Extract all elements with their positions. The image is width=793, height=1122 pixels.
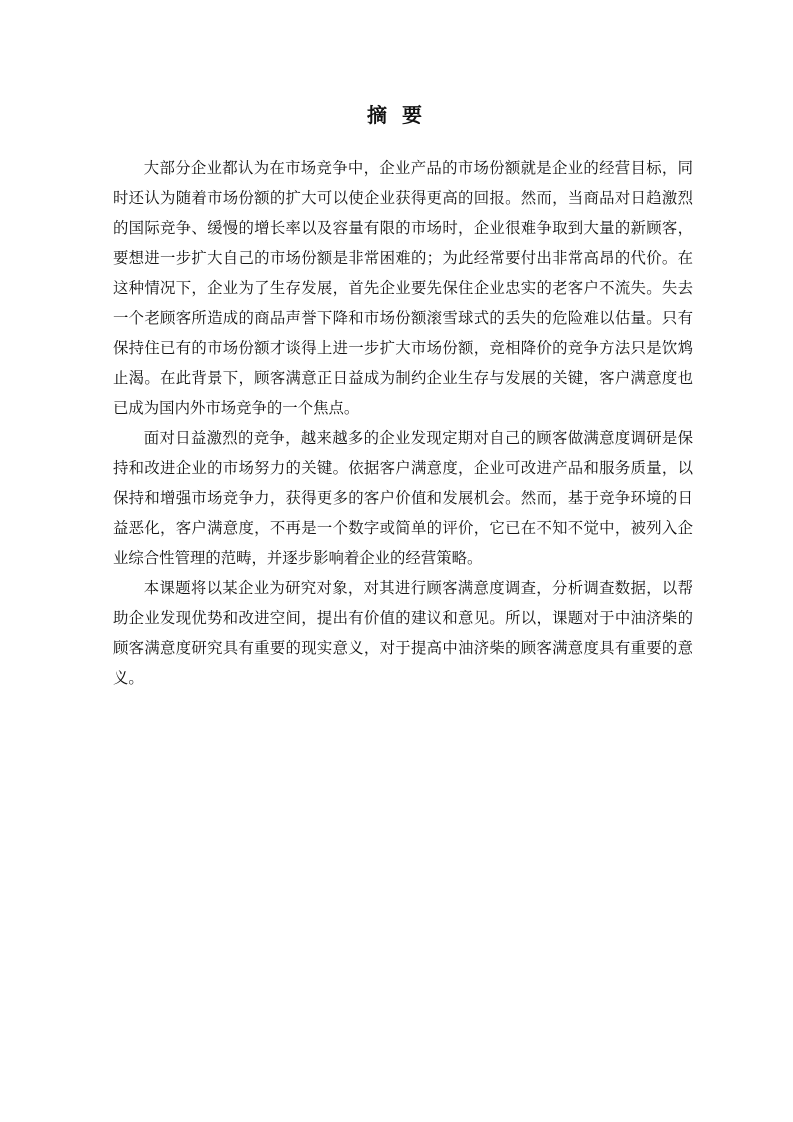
abstract-paragraph-1: 大部分企业都认为在市场竞争中，企业产品的市场份额就是企业的经营目标，同时还认为随着市场份额的扩大可以使企业获得更高的回报。然而，当商品对日趋激烈的国际竞争、缓慢的增长率以及容量有限的市场时，企业很难争取到大量的新顾客，要想进一步扩大自己的市场份额是非常困难的；为此经常要付出非常高昂的代价。在这种情况下，企业为了生存发展，首先企业要先保住企业忠实的老客户不流失。失去一个老顾客所造成的商品声誉下降和市场份额滚雪球式的丢失的危险难以估量。只有保持住已有的市场份额才谈得上进一步扩大市场份额，竞相降价的竞争方法只是饮鸩止渴。在此背景下，顾客满意正日益成为制约企业生存与发展的关键，客户满意度也已成为国内外市场竞争的一个焦点。 [113,159,693,417]
abstract-title: 摘 要 [367,103,426,127]
abstract-paragraph-3: 本课题将以某企业为研究对象，对其进行顾客满意度调查，分析调查数据，以帮助企业发现优势和改进空间，提出有价值的建议和意见。所以，课题对于中油济柴的顾客满意度研究具有重要的现实意义，对于提高中油济柴的顾客满意度具有重要的意义。 [113,579,693,687]
abstract-body [113,153,693,693]
abstract-paragraph-2: 面对日益激烈的竞争，越来越多的企业发现定期对自己的顾客做满意度调研是保持和改进企业的市场努力的关键。依据客户满意度，企业可改进产品和服务质量，以保持和增强市场竞争力，获得更多的客户价值和发展机会。然而，基于竞争环境的日益恶化，客户满意度，不再是一个数字或简单的评价，它已在不知不觉中，被列入企业综合性管理的范畴，并逐步影响着企业的经营策略。 [113,429,693,567]
